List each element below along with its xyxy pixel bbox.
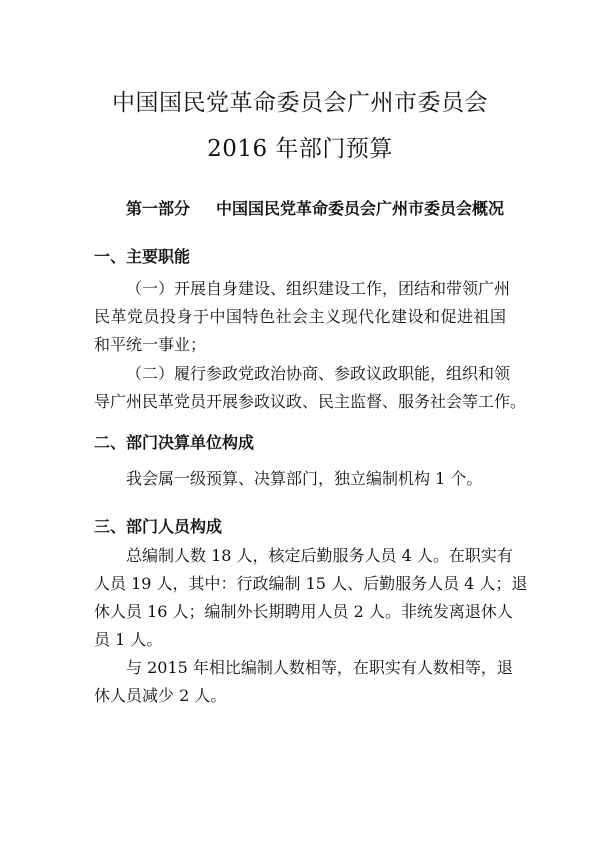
paragraph-line: 员 1 人。 [94, 630, 163, 649]
paragraph-line: 人员 19 人，其中：行政编制 15 人、后勤服务人员 4 人；退 [94, 574, 528, 593]
paragraph-line: 休人员 16 人；编制外长期聘用人员 2 人。非统发离退休人 [94, 602, 513, 621]
paragraph-line: 和平统一事业； [94, 335, 207, 354]
paragraph-line: （一）开展自身建设、组织建设工作，团结和带领广州 [126, 279, 511, 298]
paragraph-line: 民革党员投身于中国特色社会主义现代化建设和促进祖国 [94, 307, 506, 326]
paragraph-line: 导广州民革党员开展参政议政、民主监督、服务社会等工作。 [94, 392, 527, 411]
part-heading [126, 196, 504, 219]
part-title: 中国国民党革命委员会广州市委员会概况 [216, 199, 505, 218]
paragraph-line: 休人员减少 2 人。 [94, 686, 227, 705]
section-heading-main-functions: 一、主要职能 [94, 247, 191, 266]
section-heading-units: 二、部门决算单位构成 [94, 433, 255, 452]
document-title: 中国国民党革命委员会广州市委员会 [112, 90, 488, 116]
paragraph-line: 与 2015 年相比编制人数相等，在职实有人数相等，退 [126, 658, 513, 677]
paragraph-line: 我会属一级预算、决算部门，独立编制机构 1 个。 [126, 469, 483, 488]
paragraph-line: 总编制人数 18 人，核定后勤服务人员 4 人。在职实有 [126, 546, 513, 565]
paragraph-line: （二）履行参政党政治协商、参政议政职能，组织和领 [126, 364, 511, 383]
document-subtitle: 2016 年部门预算 [207, 136, 393, 162]
section-heading-personnel: 三、部门人员构成 [94, 517, 223, 536]
part-label: 第一部分 [126, 199, 191, 218]
